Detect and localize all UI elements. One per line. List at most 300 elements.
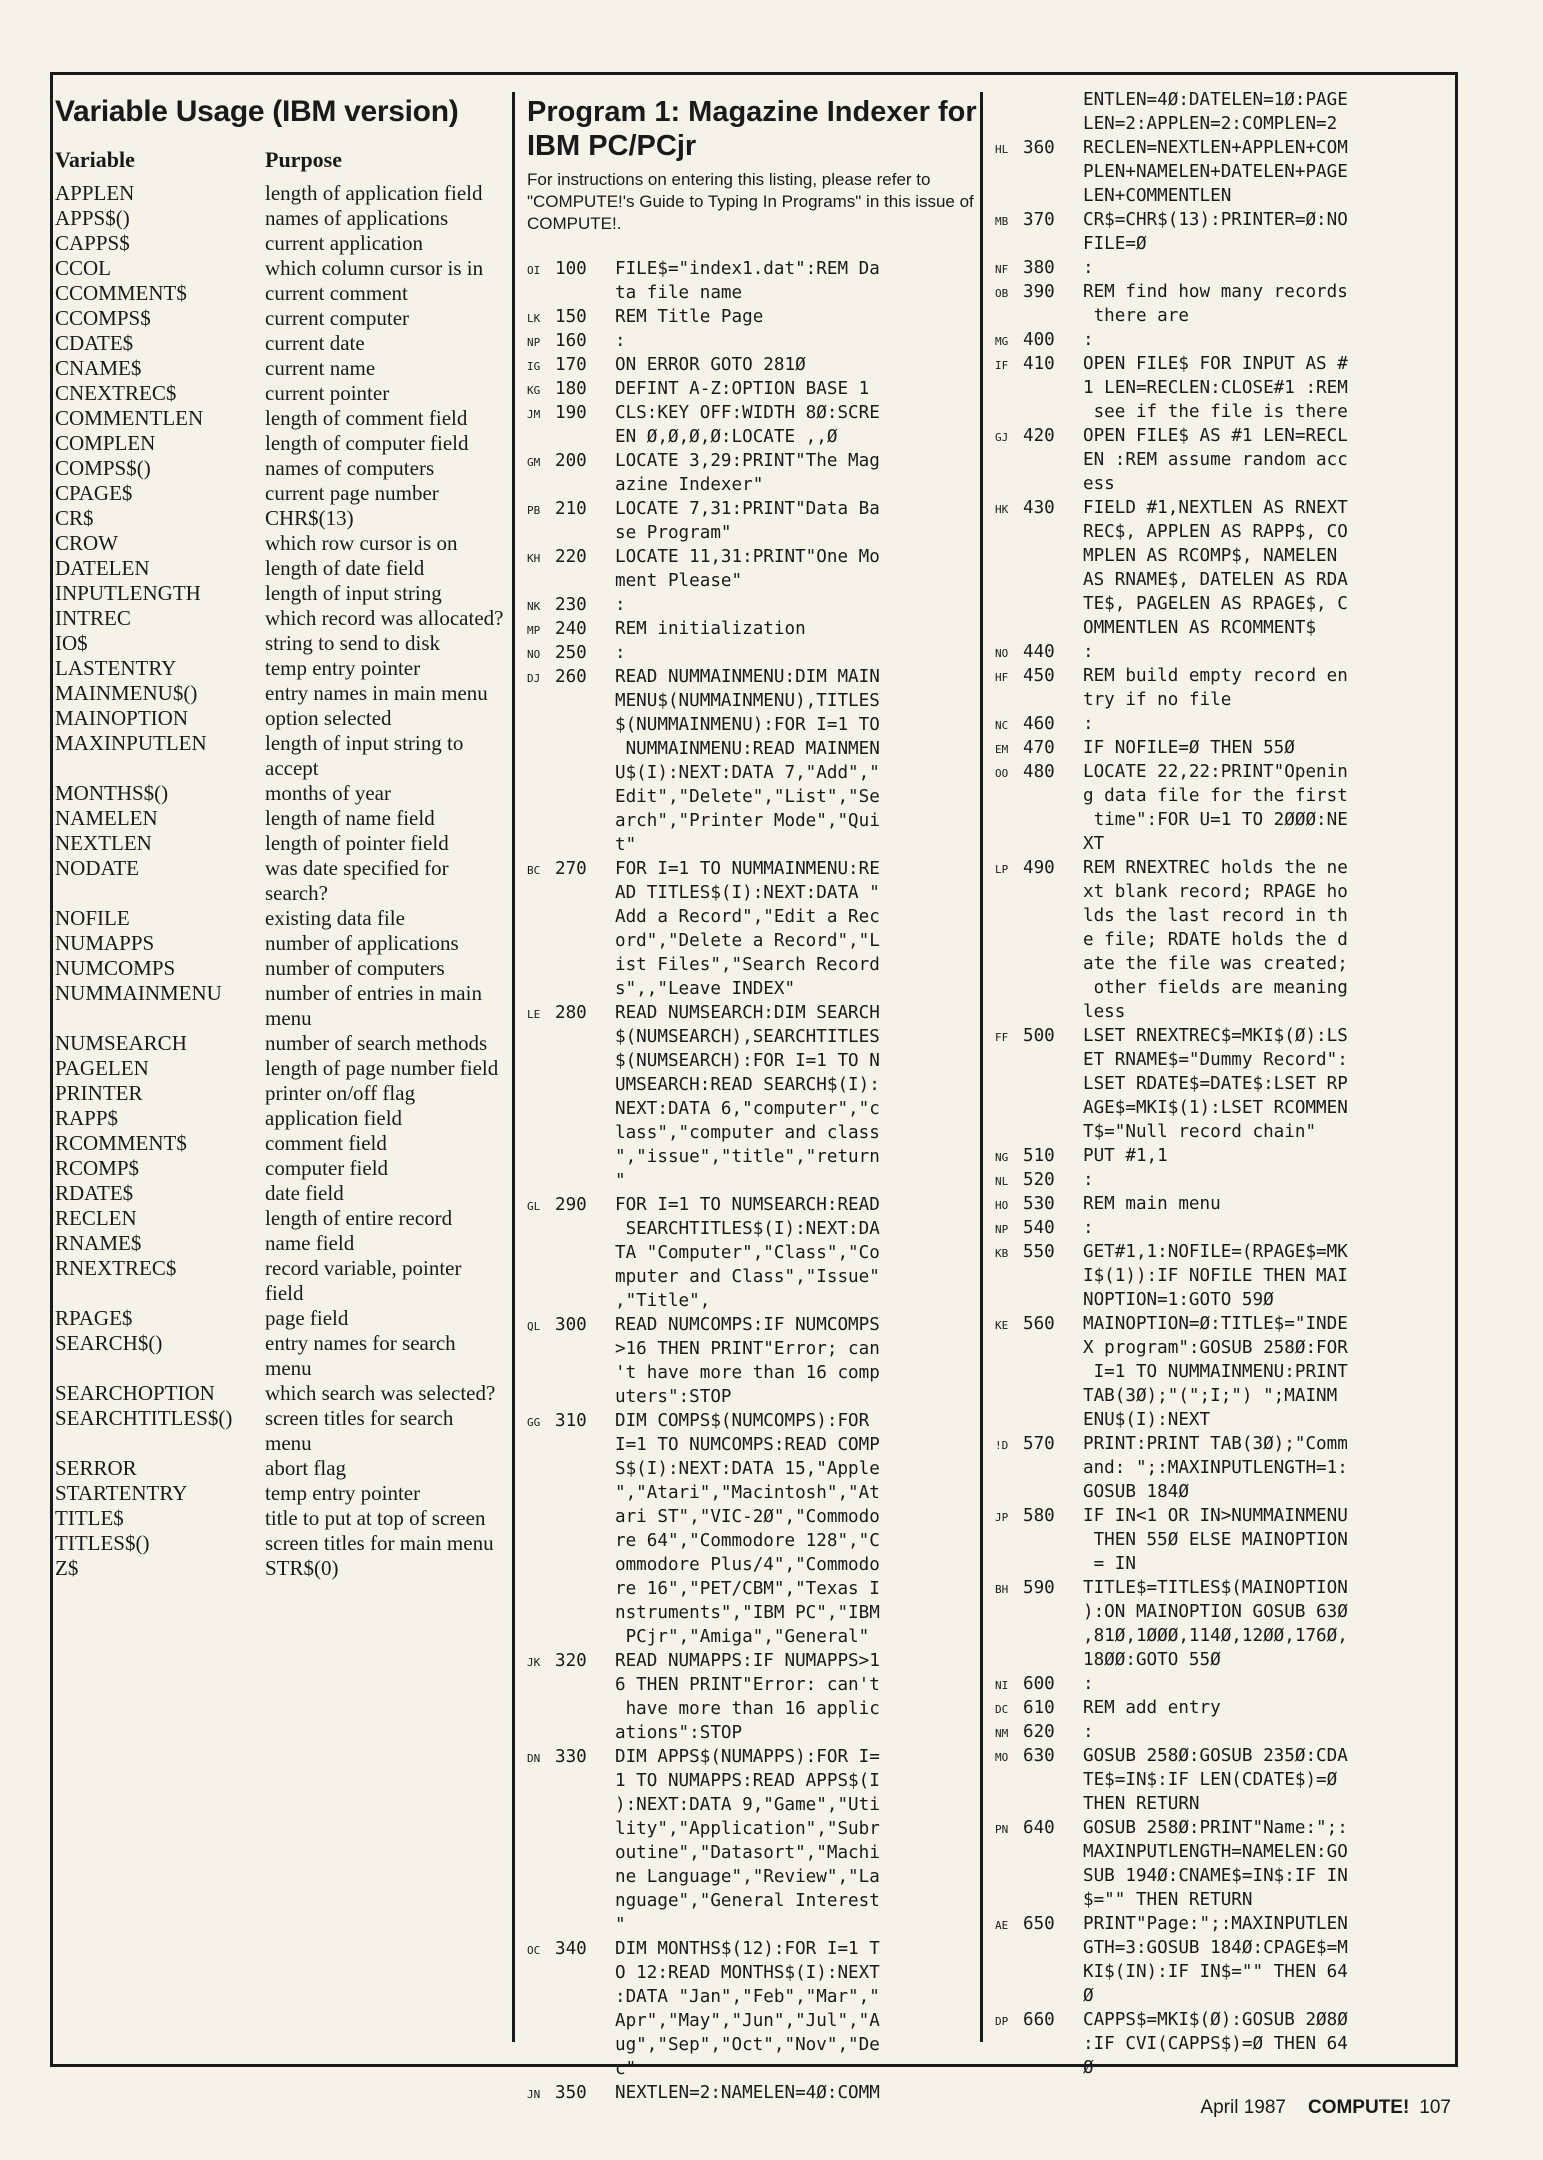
code-text: ON ERROR GOTO 281Ø (615, 355, 806, 375)
code-text: DIM COMPS$(NUMCOMPS):FOR I=1 TO NUMCOMPS:READ COMP S$(I):NEXT:DATA 15,"Apple ","Atari","Macintosh","At ari ST","VIC-2Ø","Commodo re 64","Commodore 128","C ommodore Plus/4","Commodo re 16","PET/CBM","Texas I nstruments","IBM PC","IBM PCjr","Amiga","General" (615, 1411, 880, 1647)
code-line (527, 1001, 977, 1193)
variable-row (55, 981, 505, 1031)
line-number: 350 (555, 2083, 587, 2103)
code-line (527, 2081, 977, 2105)
variable-purpose: name field (265, 1231, 355, 1255)
line-number: 450 (1023, 666, 1055, 686)
checksum: JP (995, 1511, 1009, 1524)
variable-row (55, 731, 505, 781)
variable-purpose: screen titles for main menu (265, 1531, 494, 1555)
checksum: PN (995, 1823, 1009, 1836)
line-number: 300 (555, 1315, 587, 1335)
code-text: READ NUMSEARCH:DIM SEARCH $(NUMSEARCH),SEARCHTITLES $(NUMSEARCH):FOR I=1 TO N UMSEARCH:READ SEARCH$(I): NEXT:DATA 6,"computer","c lass","computer and class ","issue","title","return " (615, 1003, 880, 1191)
variable-row (55, 1156, 505, 1181)
code-text: FOR I=1 TO NUMMAINMENU:RE AD TITLES$(I):NEXT:DATA " Add a Record","Edit a Rec ord","Delete a Record","L ist Files","Search Record s",,"Leave INDEX" (615, 859, 880, 999)
checksum: PB (527, 504, 541, 517)
variable-row (55, 706, 505, 731)
code-line (527, 305, 977, 329)
code-line (995, 664, 1445, 712)
code-line (995, 1744, 1445, 1816)
variable-name: NUMAPPS (55, 931, 155, 955)
variable-row (55, 1556, 505, 1581)
variable-purpose: existing data file (265, 906, 405, 930)
variable-name: INPUTLENGTH (55, 581, 201, 605)
code-line (527, 593, 977, 617)
checksum: NO (995, 647, 1009, 660)
variable-purpose: screen titles for search menu (265, 1406, 454, 1455)
variable-row (55, 1056, 505, 1081)
variable-row (55, 931, 505, 956)
line-number: 660 (1023, 2010, 1055, 2030)
line-number: 430 (1023, 498, 1055, 518)
checksum: LE (527, 1008, 541, 1021)
code-text: REM RNEXTREC holds the ne xt blank record; RPAGE ho lds the last record in th e file; RDATE holds the d ate the file was created; other fields are meaning less (1083, 858, 1348, 1022)
variable-name: CAPPS$ (55, 231, 130, 255)
variable-purpose: string to send to disk (265, 631, 441, 655)
variable-name: RCOMP$ (55, 1156, 140, 1180)
variable-purpose: which search was selected? (265, 1381, 496, 1405)
line-number: 170 (555, 355, 587, 375)
variable-row (55, 1181, 505, 1206)
variable-name: NUMMAINMENU (55, 981, 222, 1005)
column-rule (512, 92, 515, 2042)
checksum: NM (995, 1727, 1009, 1740)
variable-purpose: STR$(0) (265, 1556, 339, 1580)
code-text: GOSUB 258Ø:PRINT"Name:";: MAXINPUTLENGTH=NAMELEN:GO SUB 194Ø:CNAME$=IN$:IF IN $="" THEN RETURN (1083, 1818, 1348, 1910)
code-text: : (615, 643, 626, 663)
code-text: PUT #1,1 (1083, 1146, 1168, 1166)
variable-name: CR$ (55, 506, 94, 530)
code-line (995, 1672, 1445, 1696)
variable-name: CPAGE$ (55, 481, 133, 505)
variable-purpose: length of page number field (265, 1056, 499, 1080)
checksum: NF (995, 263, 1009, 276)
checksum: HO (995, 1199, 1009, 1212)
variable-name: TITLE$ (55, 1506, 124, 1530)
code-line (995, 1720, 1445, 1744)
checksum: MP (527, 624, 541, 637)
line-number: 640 (1023, 1818, 1055, 1838)
purpose-column-header: Purpose (265, 147, 342, 172)
checksum: BH (995, 1583, 1009, 1596)
checksum: NP (527, 336, 541, 349)
code-line (995, 496, 1445, 640)
line-number: 220 (555, 547, 587, 567)
variable-row (55, 856, 505, 906)
code-text: : (1083, 1722, 1094, 1742)
page-footer (1200, 2097, 1451, 2119)
variable-purpose: months of year (265, 781, 391, 805)
code-line (995, 712, 1445, 736)
line-number: 420 (1023, 426, 1055, 446)
code-line (995, 1240, 1445, 1312)
code-text: DEFINT A-Z:OPTION BASE 1 (615, 379, 870, 399)
code-line (995, 1144, 1445, 1168)
code-text: REM add entry (1083, 1698, 1221, 1718)
code-line (527, 1745, 977, 1937)
variable-name: CCOMPS$ (55, 306, 151, 330)
variable-row (55, 331, 505, 356)
code-line (995, 424, 1445, 496)
checksum: FF (995, 1031, 1009, 1044)
variable-name: MAXINPUTLEN (55, 731, 207, 755)
checksum: NP (995, 1223, 1009, 1236)
variable-row (55, 1031, 505, 1056)
variable-row (55, 256, 505, 281)
line-number: 440 (1023, 642, 1055, 662)
code-line (527, 1313, 977, 1409)
code-text: LOCATE 3,29:PRINT"The Mag azine Indexer" (615, 451, 880, 495)
checksum: NO (527, 648, 541, 661)
line-number: 410 (1023, 354, 1055, 374)
variable-purpose: length of input string to accept (265, 731, 464, 780)
variable-name: RNAME$ (55, 1231, 142, 1255)
checksum: GJ (995, 431, 1009, 444)
variable-row (55, 1231, 505, 1256)
variable-name: CNEXTREC$ (55, 381, 177, 405)
variable-purpose: printer on/off flag (265, 1081, 416, 1105)
line-number: 610 (1023, 1698, 1055, 1718)
code-text: REM build empty record en try if no file (1083, 666, 1348, 710)
variable-purpose: page field (265, 1306, 349, 1330)
code-line (995, 640, 1445, 664)
code-text: GET#1,1:NOFILE=(RPAGE$=MK I$(1)):IF NOFILE THEN MAI NOPTION=1:GOTO 59Ø (1083, 1242, 1348, 1310)
code-line (527, 401, 977, 449)
code-line (527, 1409, 977, 1649)
variable-purpose: was date specified for search? (265, 856, 449, 905)
variable-purpose: length of date field (265, 556, 425, 580)
variable-purpose: length of pointer field (265, 831, 449, 855)
code-text: PRINT:PRINT TAB(3Ø);"Comm and: ";:MAXINPUTLENGTH=1: GOSUB 184Ø (1083, 1434, 1348, 1502)
line-number: 460 (1023, 714, 1055, 734)
variable-row (55, 1381, 505, 1406)
variable-row (55, 231, 505, 256)
variable-row (55, 1306, 505, 1331)
variable-row (55, 381, 505, 406)
code-text: : (1083, 1674, 1094, 1694)
checksum: EM (995, 743, 1009, 756)
variable-purpose: which row cursor is on (265, 531, 458, 555)
checksum: !D (995, 1439, 1009, 1452)
checksum: KG (527, 384, 541, 397)
code-line (995, 2008, 1445, 2080)
code-text: FILE$="index1.dat":REM Da ta file name (615, 259, 880, 303)
variable-name: APPLEN (55, 181, 135, 205)
variable-purpose: comment field (265, 1131, 387, 1155)
checksum: NI (995, 1679, 1009, 1692)
variable-name: CNAME$ (55, 356, 142, 380)
variable-purpose: number of search methods (265, 1031, 488, 1055)
variable-purpose: length of comment field (265, 406, 468, 430)
code-text: : (1083, 714, 1094, 734)
variable-purpose: names of applications (265, 206, 449, 230)
code-text: READ NUMMAINMENU:DIM MAIN MENU$(NUMMAINMENU),TITLES $(NUMMAINMENU):FOR I=1 TO NUMMAINMENU:READ MAINMEN U$(I):NEXT:DATA 7,"Add"," Edit","Delete","List","Se arch","Printer Mode","Qui t" (615, 667, 880, 855)
variable-name: SEARCH$() (55, 1331, 163, 1355)
variable-row (55, 1106, 505, 1131)
line-number: 600 (1023, 1674, 1055, 1694)
checksum: DC (995, 1703, 1009, 1716)
variable-name: MONTHS$() (55, 781, 169, 805)
code-text: REM main menu (1083, 1194, 1221, 1214)
variable-name: APPS$() (55, 206, 130, 230)
variable-name: NUMCOMPS (55, 956, 176, 980)
line-number: 280 (555, 1003, 587, 1023)
code-text: FIELD #1,NEXTLEN AS RNEXT REC$, APPLEN AS RAPP$, CO MPLEN AS RCOMP$, NAMELEN AS RNAME$, DATELEN AS RDA TE$, PAGELEN AS RPAGE$, C OMMENTLEN AS RCOMMENT$ (1083, 498, 1348, 638)
checksum: LK (527, 312, 541, 325)
code-line (527, 617, 977, 641)
code-text: TITLE$=TITLES$(MAINOPTION ):ON MAINOPTION GOSUB 63Ø ,81Ø,1ØØØ,114Ø,12ØØ,176Ø, 18ØØ:GOTO 55Ø (1083, 1578, 1348, 1670)
checksum: GL (527, 1200, 541, 1213)
code-line (527, 1937, 977, 2081)
variable-purpose: number of computers (265, 956, 445, 980)
code-listing (995, 88, 1445, 2080)
code-text: MAINOPTION=Ø:TITLE$="INDE X program":GOSUB 258Ø:FOR I=1 TO NUMMAINMENU:PRINT TAB(3Ø);"(";I;") ";MAINM ENU$(I):NEXT (1083, 1314, 1348, 1430)
line-number: 330 (555, 1747, 587, 1767)
code-text: READ NUMCOMPS:IF NUMCOMPS >16 THEN PRINT"Error; can 't have more than 16 comp uters":STOP (615, 1315, 880, 1407)
variable-row (55, 1481, 505, 1506)
line-number: 560 (1023, 1314, 1055, 1334)
code-text: DIM APPS$(NUMAPPS):FOR I= 1 TO NUMAPPS:READ APPS$(I ):NEXT:DATA 9,"Game","Uti lity","Application","Subr outine","Datasort","Machi ne Language","Review","La nguage","General Interest " (615, 1747, 880, 1935)
checksum: HF (995, 671, 1009, 684)
variable-name: Z$ (55, 1556, 79, 1580)
checksum: KH (527, 552, 541, 565)
program-listing-column-1 (527, 95, 977, 2105)
line-number: 380 (1023, 258, 1055, 278)
variable-row (55, 956, 505, 981)
variable-row (55, 781, 505, 806)
variable-name: STARTENTRY (55, 1481, 188, 1505)
line-number: 590 (1023, 1578, 1055, 1598)
code-text: GOSUB 258Ø:GOSUB 235Ø:CDA TE$=IN$:IF LEN(CDATE$)=Ø THEN RETURN (1083, 1746, 1348, 1814)
variable-row (55, 1506, 505, 1531)
line-number: 310 (555, 1411, 587, 1431)
variable-row (55, 1531, 505, 1556)
variable-purpose: current name (265, 356, 376, 380)
variable-row (55, 1206, 505, 1231)
line-number: 160 (555, 331, 587, 351)
line-number: 340 (555, 1939, 587, 1959)
code-text: : (615, 331, 626, 351)
variable-purpose: entry names in main menu (265, 681, 488, 705)
variable-name: RNEXTREC$ (55, 1256, 177, 1280)
variable-name: CROW (55, 531, 118, 555)
code-line (527, 857, 977, 1001)
variable-table (55, 181, 505, 1581)
line-number: 550 (1023, 1242, 1055, 1262)
variable-name: NEXTLEN (55, 831, 152, 855)
code-line (527, 449, 977, 497)
code-line (527, 1193, 977, 1313)
code-line (995, 1312, 1445, 1432)
variable-name: COMPS$() (55, 456, 151, 480)
line-number: 480 (1023, 762, 1055, 782)
variable-row (55, 806, 505, 831)
code-text: REM find how many records there are (1083, 282, 1348, 326)
line-number: 190 (555, 403, 587, 423)
variable-name: IO$ (55, 631, 88, 655)
checksum: JN (527, 2088, 541, 2101)
variable-row (55, 556, 505, 581)
code-line (995, 1024, 1445, 1144)
variable-row (55, 681, 505, 706)
code-text: IF IN<1 OR IN>NUMMAINMENU THEN 55Ø ELSE MAINOPTION = IN (1083, 1506, 1348, 1574)
code-line (527, 545, 977, 593)
code-line (995, 328, 1445, 352)
checksum: IF (995, 359, 1009, 372)
code-line (995, 208, 1445, 256)
variable-name: SERROR (55, 1456, 137, 1480)
checksum: KB (995, 1247, 1009, 1260)
checksum: NC (995, 719, 1009, 732)
code-text: ENTLEN=4Ø:DATELEN=1Ø:PAGE LEN=2:APPLEN=2:COMPLEN=2 (1083, 90, 1348, 134)
code-line (995, 1816, 1445, 1912)
line-number: 270 (555, 859, 587, 879)
variable-row (55, 181, 505, 206)
variable-purpose: length of name field (265, 806, 435, 830)
program-title: Program 1: Magazine Indexer for IBM PC/PCjr (527, 96, 977, 162)
variable-purpose: current comment (265, 281, 408, 305)
program-listing-column-2 (995, 88, 1445, 2080)
line-number: 520 (1023, 1170, 1055, 1190)
variable-row (55, 1406, 505, 1456)
code-line (527, 257, 977, 305)
variable-purpose: computer field (265, 1156, 389, 1180)
code-text: IF NOFILE=Ø THEN 55Ø (1083, 738, 1295, 758)
variable-name: TITLES$() (55, 1531, 150, 1555)
line-number: 650 (1023, 1914, 1055, 1934)
variable-name: CDATE$ (55, 331, 134, 355)
checksum: NK (527, 600, 541, 613)
code-line (995, 1192, 1445, 1216)
code-line (527, 641, 977, 665)
checksum: IG (527, 360, 541, 373)
code-text: CAPPS$=MKI$(Ø):GOSUB 2Ø8Ø :IF CVI(CAPPS$)=Ø THEN 64 Ø (1083, 2010, 1348, 2078)
code-text: : (1083, 330, 1094, 350)
code-line (527, 377, 977, 401)
variable-row (55, 531, 505, 556)
code-text: CR$=CHR$(13):PRINTER=Ø:NO FILE=Ø (1083, 210, 1348, 254)
variable-row (55, 306, 505, 331)
variable-row (55, 831, 505, 856)
checksum: HL (995, 143, 1009, 156)
variable-purpose: current computer (265, 306, 410, 330)
variable-name: RPAGE$ (55, 1306, 133, 1330)
checksum: DJ (527, 672, 541, 685)
variable-name: CCOL (55, 256, 112, 280)
variable-row (55, 1131, 505, 1156)
code-text: : (615, 595, 626, 615)
checksum: OO (995, 767, 1009, 780)
code-line (995, 136, 1445, 208)
variable-purpose: number of applications (265, 931, 459, 955)
variable-name: MAINMENU$() (55, 681, 198, 705)
checksum: OC (527, 1944, 541, 1957)
code-line (995, 856, 1445, 1024)
variable-purpose: names of computers (265, 456, 435, 480)
variable-name: SEARCHTITLES$() (55, 1406, 233, 1430)
variable-purpose: current application (265, 231, 424, 255)
code-line (995, 1216, 1445, 1240)
checksum: QL (527, 1320, 541, 1333)
code-line (527, 1649, 977, 1745)
code-line (527, 329, 977, 353)
variable-name: NOFILE (55, 906, 130, 930)
line-number: 570 (1023, 1434, 1055, 1454)
code-text: NEXTLEN=2:NAMELEN=4Ø:COMM (615, 2083, 880, 2103)
magazine-name: COMPUTE! (1307, 2097, 1410, 2118)
variable-purpose: record variable, pointer field (265, 1256, 462, 1305)
line-number: 360 (1023, 138, 1055, 158)
checksum: DP (995, 2015, 1009, 2028)
line-number: 620 (1023, 1722, 1055, 1742)
variable-name: DATELEN (55, 556, 150, 580)
code-line (995, 1432, 1445, 1504)
variable-row (55, 481, 505, 506)
checksum: JK (527, 1656, 541, 1669)
code-text: REM initialization (615, 619, 806, 639)
variable-purpose: abort flag (265, 1456, 347, 1480)
variable-purpose: temp entry pointer (265, 656, 421, 680)
variable-row (55, 206, 505, 231)
variable-row (55, 906, 505, 931)
code-line (527, 353, 977, 377)
variable-row (55, 356, 505, 381)
variable-name: NUMSEARCH (55, 1031, 187, 1055)
checksum: GM (527, 456, 541, 469)
variable-purpose: date field (265, 1181, 344, 1205)
line-number: 240 (555, 619, 587, 639)
line-number: 470 (1023, 738, 1055, 758)
line-number: 250 (555, 643, 587, 663)
variable-name: RAPP$ (55, 1106, 119, 1130)
code-line (995, 1576, 1445, 1672)
checksum: LP (995, 863, 1009, 876)
code-text: DIM MONTHS$(12):FOR I=1 T O 12:READ MONTHS$(I):NEXT :DATA "Jan","Feb","Mar"," Apr","May","Jun","Jul","A ug","Sep","Oct","Nov","De c" (615, 1939, 880, 2079)
variable-row (55, 1331, 505, 1381)
line-number: 370 (1023, 210, 1055, 230)
code-line (995, 1168, 1445, 1192)
line-number: 290 (555, 1195, 587, 1215)
code-text: FOR I=1 TO NUMSEARCH:READ SEARCHTITLES$(I):NEXT:DA TA "Computer","Class","Co mputer and Class","Issue" ,"Title", (615, 1195, 880, 1311)
checksum: OI (527, 264, 541, 277)
variable-row (55, 431, 505, 456)
line-number: 400 (1023, 330, 1055, 350)
checksum: NG (995, 1151, 1009, 1164)
code-line (995, 352, 1445, 424)
checksum: MO (995, 1751, 1009, 1764)
line-number: 200 (555, 451, 587, 471)
issue-date: April 1987 (1200, 2097, 1286, 2118)
variable-purpose: length of entire record (265, 1206, 453, 1230)
code-text: CLS:KEY OFF:WIDTH 8Ø:SCRE EN Ø,Ø,Ø,Ø:LOCATE ,,Ø (615, 403, 880, 447)
variable-usage-section (55, 95, 505, 1581)
variable-name: INTREC (55, 606, 131, 630)
variable-row (55, 281, 505, 306)
variable-purpose: CHR$(13) (265, 506, 354, 530)
code-listing (527, 257, 977, 2105)
code-text: : (1083, 258, 1094, 278)
checksum: JM (527, 408, 541, 421)
checksum: MB (995, 215, 1009, 228)
variable-name: LASTENTRY (55, 656, 177, 680)
variable-purpose: application field (265, 1106, 403, 1130)
variable-row (55, 1256, 505, 1306)
variable-name: NODATE (55, 856, 139, 880)
program-intro: For instructions on entering this listing, please refer to "COMPUTE!'s Guide to Typing In Programs" in this issue of COMPUTE!. (527, 170, 974, 233)
code-line (995, 280, 1445, 328)
code-text: LOCATE 7,31:PRINT"Data Ba se Program" (615, 499, 880, 543)
line-number: 210 (555, 499, 587, 519)
